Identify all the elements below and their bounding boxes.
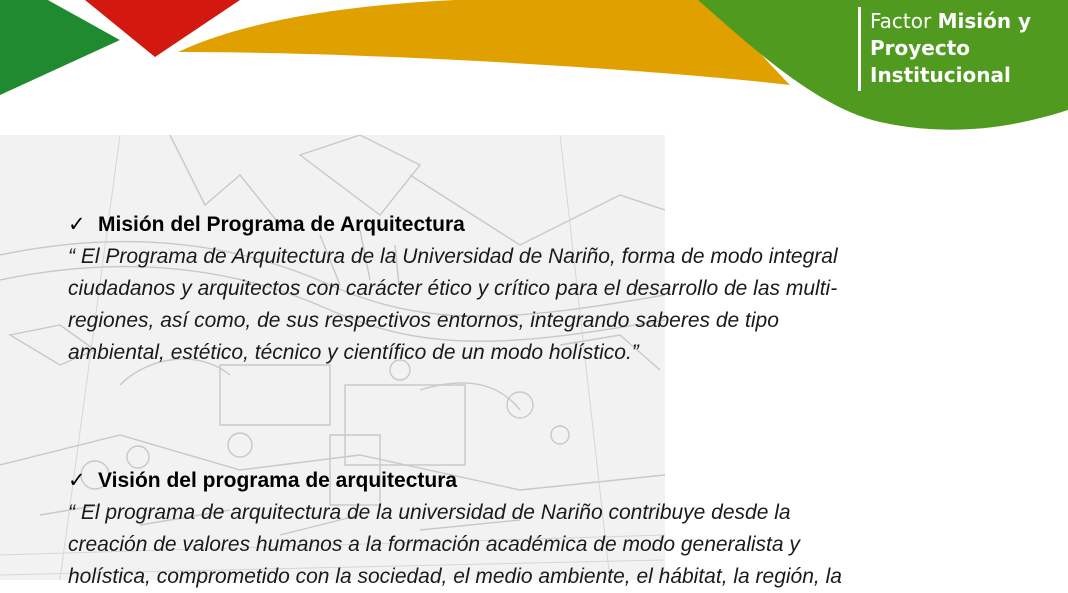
factor-divider xyxy=(858,7,861,91)
factor-label xyxy=(870,8,1031,89)
mision-heading xyxy=(68,211,1028,239)
vision-section xyxy=(68,467,1028,593)
check-icon: ✓ xyxy=(68,213,86,236)
factor-line-3: Institucional xyxy=(870,63,1011,87)
vision-text xyxy=(68,497,1028,593)
mision-line: “ El Programa de Arquitectura de la Universidad de Nariño, forma de modo integral xyxy=(68,245,838,268)
mision-line: ciudadanos y arquitectos con carácter ético y crítico para el desarrollo de las multi- xyxy=(68,277,838,300)
mision-section xyxy=(68,211,1028,369)
check-icon: ✓ xyxy=(68,469,86,492)
factor-line-2: Proyecto xyxy=(870,36,971,60)
vision-title: Visión del programa de arquitectura xyxy=(98,469,458,492)
factor-title-bold: Misión y xyxy=(937,9,1032,33)
orange-wave xyxy=(178,0,790,85)
vision-heading xyxy=(68,467,1028,495)
mision-title: Misión del Programa de Arquitectura xyxy=(98,213,465,236)
factor-prefix: Factor xyxy=(870,9,932,33)
mision-text xyxy=(68,241,1028,369)
mision-line: regiones, así como, de sus respectivos entornos, integrando saberes de tipo xyxy=(68,309,779,332)
vision-line: holística, comprometido con la sociedad, el medio ambiente, el hábitat, la región, la xyxy=(68,565,842,588)
vision-line: creación de valores humanos a la formación académica de modo generalista y xyxy=(68,533,800,556)
mision-line: ambiental, estético, técnico y científico de un modo holístico.” xyxy=(68,341,639,364)
vision-line: “ El programa de arquitectura de la universidad de Nariño contribuye desde la xyxy=(68,501,791,524)
